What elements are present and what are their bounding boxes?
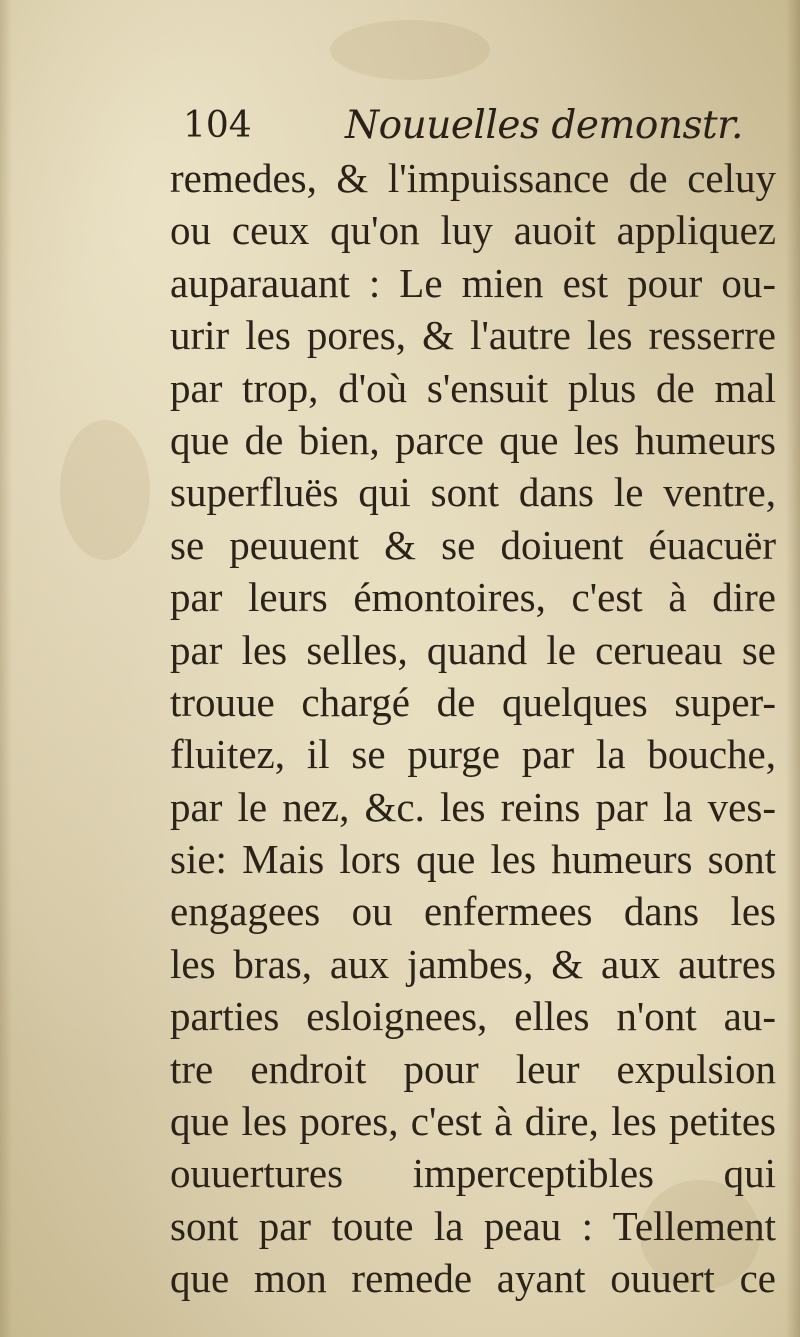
page-right-shadow (786, 0, 800, 1337)
paper-stain (60, 420, 150, 560)
text-line: par le nez, &c. les reins par la ves- (170, 783, 776, 830)
text-line: remedes, & l'impuissance de celuy (170, 155, 776, 201)
page-left-shadow (0, 0, 12, 1337)
text-line: par les selles, quand le cerueau se (170, 626, 776, 673)
running-title: Nouuelles demonstr. (345, 103, 743, 148)
text-line: tre endroit pour leur expulsion (170, 1045, 776, 1092)
text-line: ouuertures imperceptibles qui (170, 1150, 776, 1197)
text-line: que de bien, parce que les humeurs (170, 416, 776, 463)
page-header (183, 98, 773, 154)
text-line: auparauant : Le mien est pour ou- (170, 259, 776, 306)
text-line: superfluës qui sont dans le ventre, (170, 469, 776, 516)
text-line: urir les pores, & l'autre les resserre (170, 312, 776, 359)
paper-stain (330, 20, 490, 80)
text-line: par leurs émontoires, c'est à dire (170, 574, 776, 621)
text-line: sie: Mais lors que les humeurs sont (170, 836, 776, 883)
text-line: se peuuent & se doiuent éuacuër (170, 521, 776, 568)
text-line: que mon remede ayant ouuert ce (170, 1255, 776, 1302)
text-line: sont par toute la peau : Tellement (170, 1202, 776, 1249)
text-line: que les pores, c'est à dire, les petites (170, 1098, 776, 1145)
body-text (170, 152, 776, 1305)
text-line: ou ceux qu'on luy auoit appliquez (170, 207, 776, 254)
text-line: par trop, d'où s'ensuit plus de mal (170, 364, 776, 411)
text-line: les bras, aux jambes, & aux autres (170, 940, 776, 987)
page-number: 104 (183, 105, 252, 146)
text-line: engagees ou enfermees dans les (170, 888, 776, 935)
text-line: trouue chargé de quelques super- (170, 678, 776, 725)
text-line: fluitez, il se purge par la bouche, (170, 731, 776, 778)
text-line: parties esloignees, elles n'ont au- (170, 993, 776, 1040)
